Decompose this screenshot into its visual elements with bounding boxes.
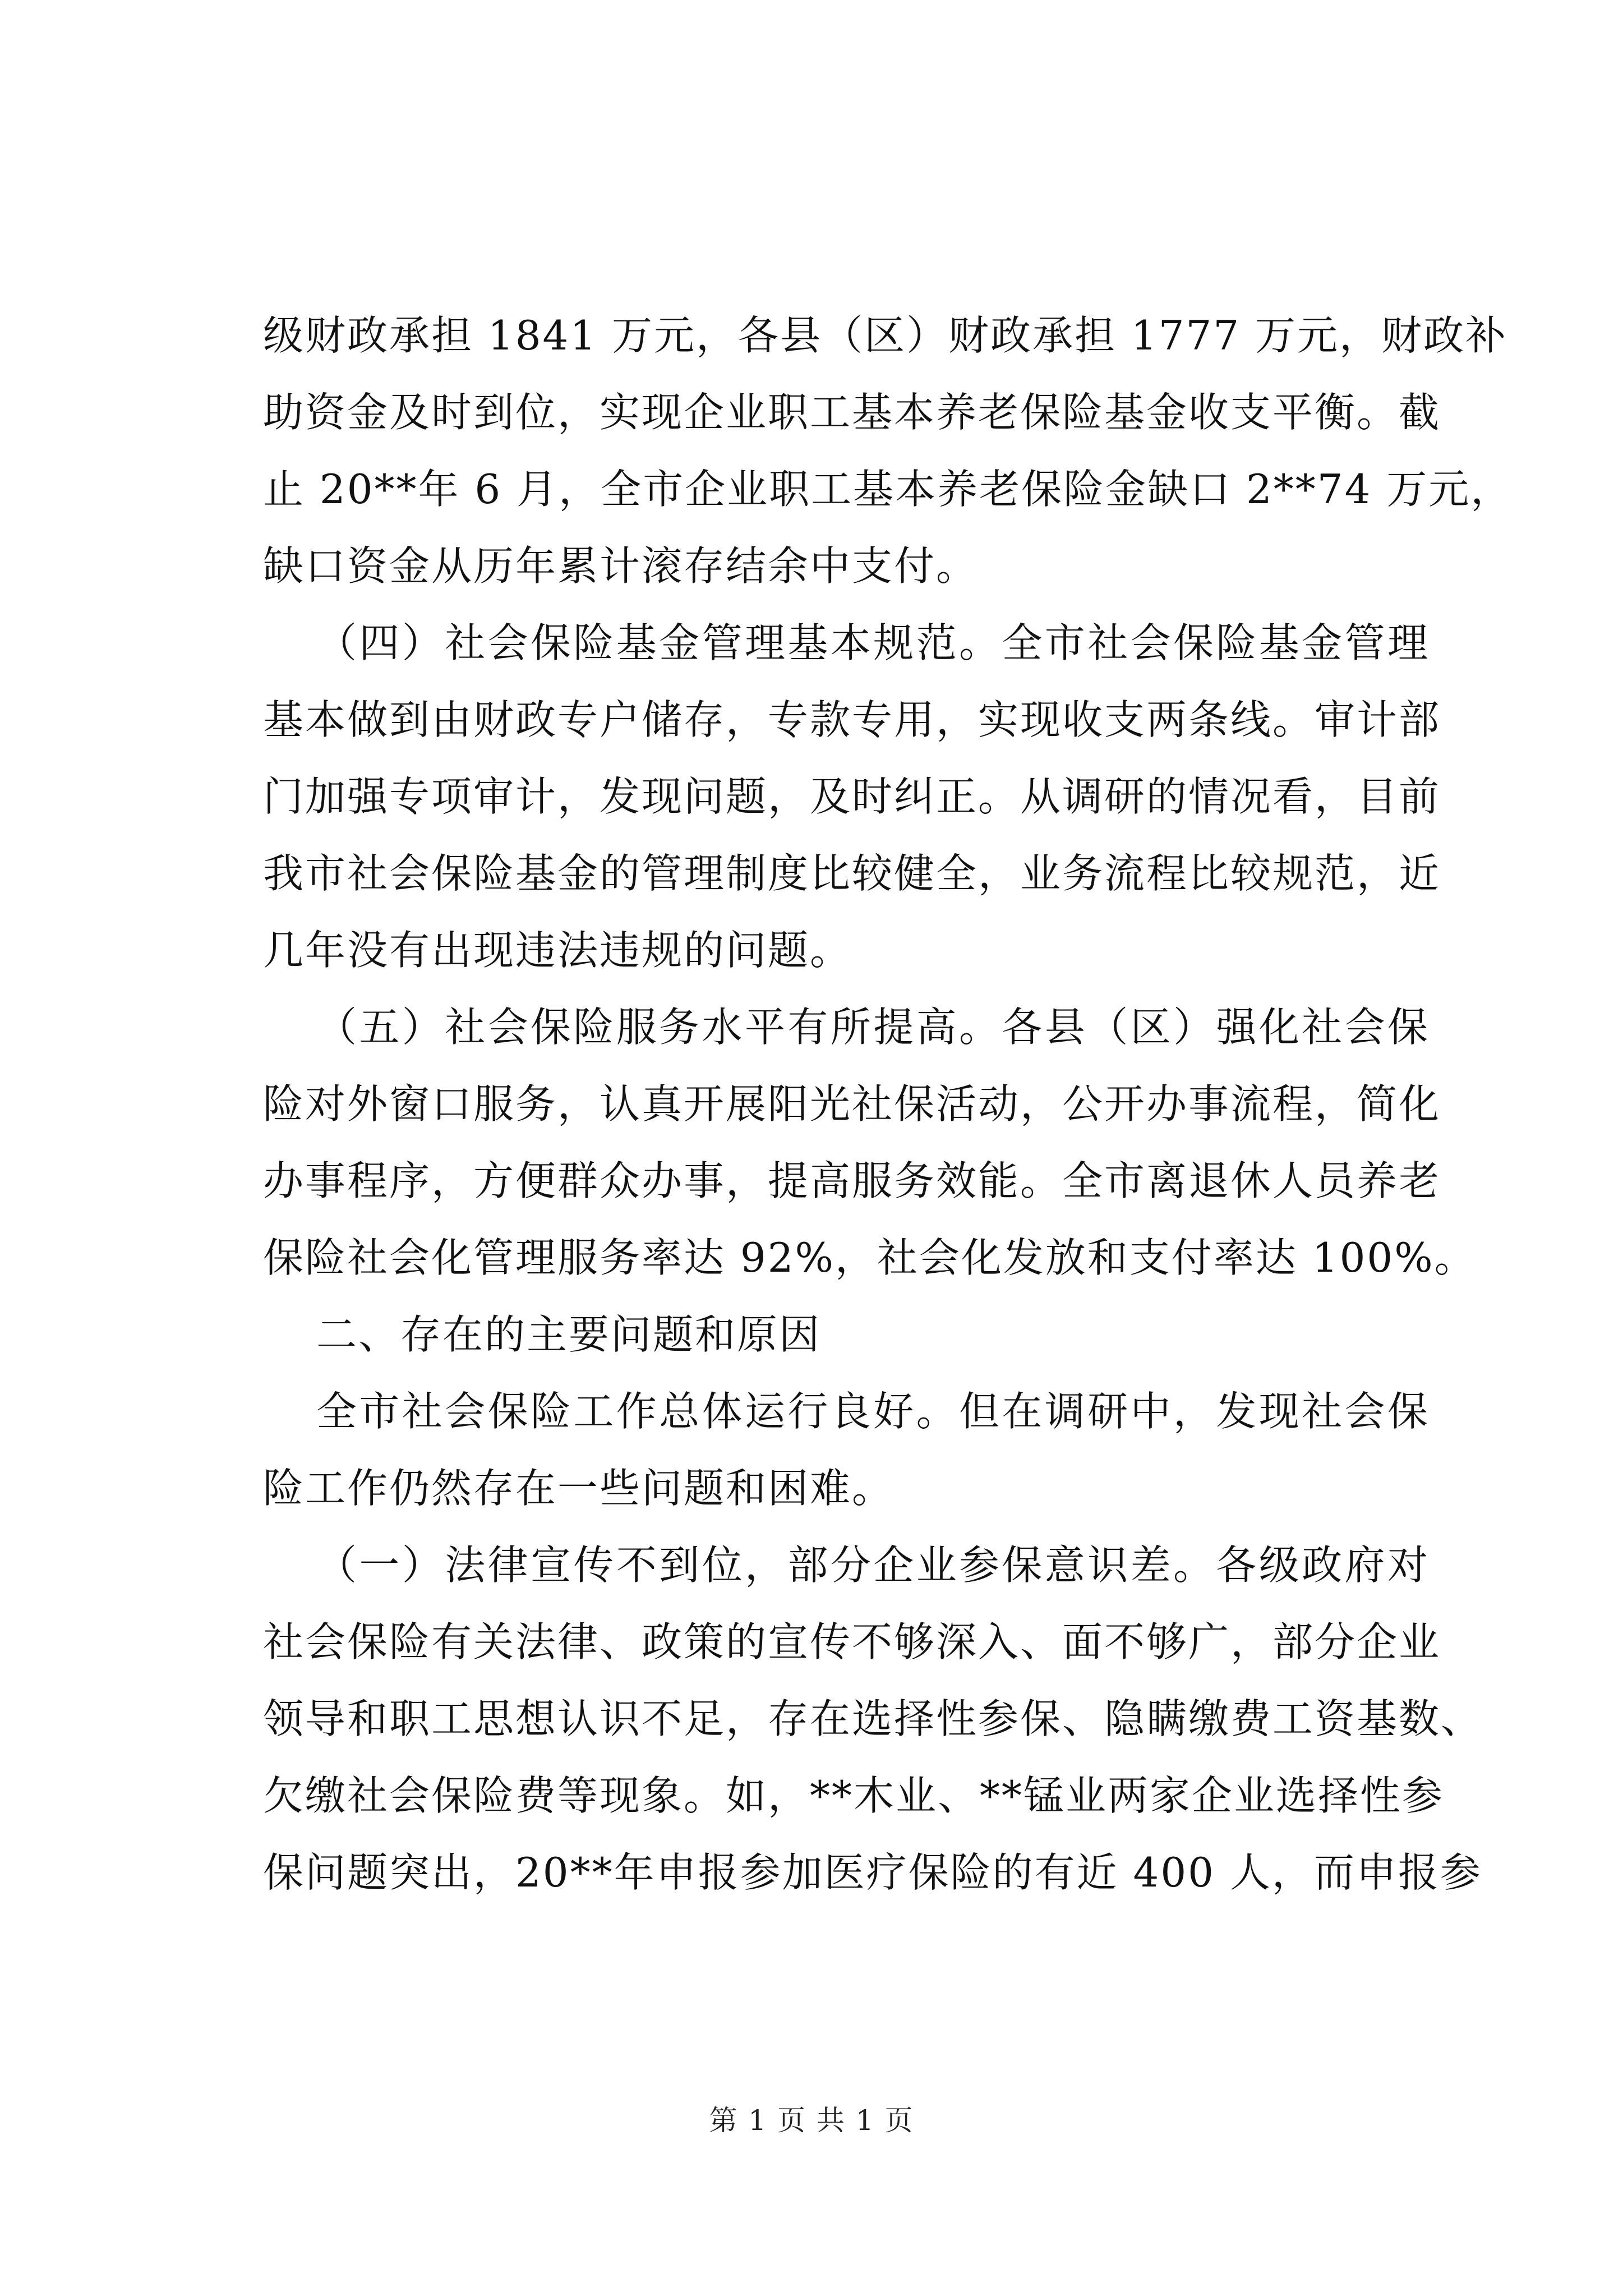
paragraph-line: 止 20**年 6 月，全市企业职工基本养老保险金缺口 2**74 万元，: [263, 466, 1513, 513]
section-heading: 二、存在的主要问题和原因: [316, 1311, 822, 1358]
paragraph-line: 领导和职工思想认识不足，存在选择性参保、隐瞒缴费工资基数、: [263, 1695, 1483, 1742]
paragraph-line: 险对外窗口服务，认真开展阳光社保活动，公开办事流程，简化: [263, 1080, 1441, 1128]
paragraph-line: 几年没有出现违法违规的问题。: [263, 927, 852, 974]
paragraph-line: 助资金及时到位，实现企业职工基本养老保险基金收支平衡。截: [263, 389, 1441, 436]
paragraph-line: 保问题突出，20**年申报参加医疗保险的有近 400 人，而申报参: [263, 1849, 1482, 1896]
paragraph-line: 社会保险有关法律、政策的宣传不够深入、面不够广，部分企业: [263, 1618, 1441, 1665]
paragraph-line: 险工作仍然存在一些问题和困难。: [263, 1465, 895, 1512]
document-body: [263, 297, 1513, 1911]
paragraph-line: 全市社会保险工作总体运行良好。但在调研中，发现社会保: [316, 1388, 1430, 1435]
paragraph-line: 门加强专项审计，发现问题，及时纠正。从调研的情况看，目前: [263, 773, 1441, 820]
paragraph-line: 办事程序，方便群众办事，提高服务效能。全市离退休人员养老: [263, 1157, 1441, 1204]
page-footer: 第 1 页 共 1 页: [709, 2104, 914, 2137]
paragraph-line: 我市社会保险基金的管理制度比较健全，业务流程比较规范，近: [263, 850, 1441, 897]
paragraph-line: 级财政承担 1841 万元，各县（区）财政承担 1777 万元，财政补: [263, 312, 1508, 359]
paragraph-line: 保险社会化管理服务率达 92%，社会化发放和支付率达 100%。: [263, 1234, 1477, 1281]
paragraph-line: 欠缴社会保险费等现象。如，**木业、**锰业两家企业选择性参: [263, 1772, 1445, 1819]
paragraph-line: 缺口资金从历年累计滚存结余中支付。: [263, 542, 979, 590]
paragraph-line: （五）社会保险服务水平有所提高。各县（区）强化社会保: [316, 1004, 1430, 1051]
paragraph-line: （四）社会保险基金管理基本规范。全市社会保险基金管理: [316, 619, 1430, 666]
paragraph-line: （一）法律宣传不到位，部分企业参保意识差。各级政府对: [316, 1542, 1430, 1589]
paragraph-line: 基本做到由财政专户储存，专款专用，实现收支两条线。审计部: [263, 696, 1441, 743]
